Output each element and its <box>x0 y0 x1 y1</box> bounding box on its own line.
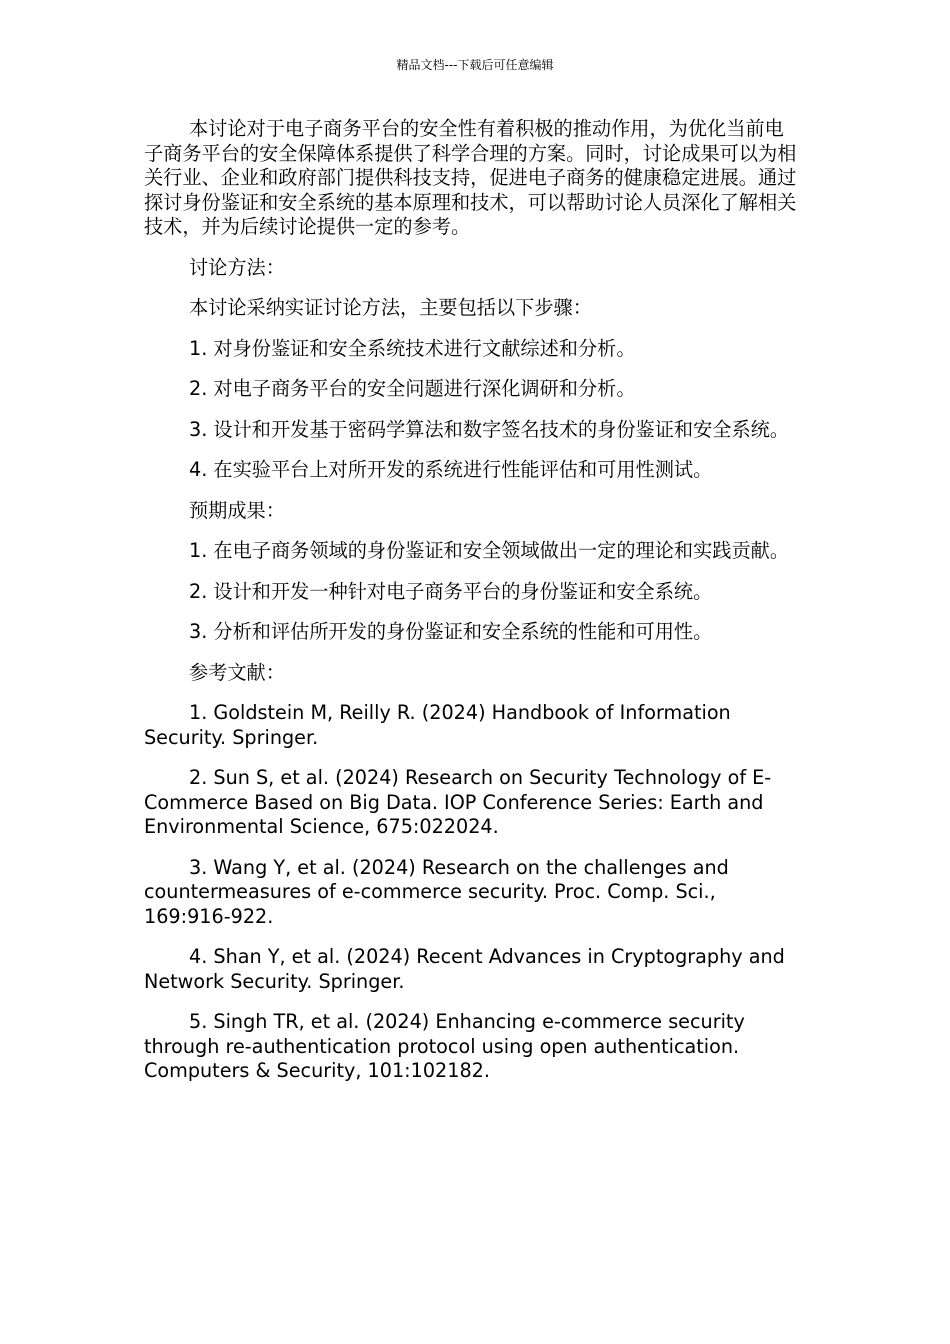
page-header: 精品文档---下载后可任意编辑 <box>396 58 554 72</box>
reference-item: 4. Shan Y, et al. (2024) Recent Advances in Cryptography and Network Security. Springer. <box>144 945 785 993</box>
methods-intro: 本讨论采纳实证讨论方法，主要包括以下步骤： <box>189 296 592 319</box>
document-body <box>144 117 800 1100</box>
method-step: 2. 对电子商务平台的安全问题进行深化调研和分析。 <box>189 377 636 400</box>
reference-item: 3. Wang Y, et al. (2024) Research on the challenges and countermeasures of e-commerce security. Proc. Comp. Sci., 169:916-922. <box>144 855 729 928</box>
method-step: 3. 设计和开发基于密码学算法和数字签名技术的身份鉴证和安全系统。 <box>189 417 790 441</box>
intro-paragraph: 本讨论对于电子商务平台的安全性有着积极的推动作用，为优化当前电子商务平台的安全保障体系提供了科学合理的方案。同时，讨论成果可以为相关行业、企业和政府部门提供科技支持，促进电子商务的健康稳定进展。通过探讨身份鉴证和安全系统的基本原理和技术，可以帮助讨论人员深化了解相关技术，并为后续讨论提供一定的参考。 <box>144 117 797 238</box>
method-step: 4. 在实验平台上对所开发的系统进行性能评估和可用性测试。 <box>189 458 713 481</box>
references-heading: 参考文献： <box>189 660 285 684</box>
reference-item: 5. Singh TR, et al. (2024) Enhancing e-commerce security through re-authentication protocol using open authentication. Computers & Security, 101:102182. <box>144 1010 745 1082</box>
outcomes-heading: 预期成果： <box>189 498 285 522</box>
reference-item: 2. Sun S, et al. (2024) Research on Security Technology of E-Commerce Based on Big Data. IOP Conference Series: Earth and Environmental Science, 675:022024. <box>144 766 772 838</box>
reference-item: 1. Goldstein M, Reilly R. (2024) Handbook of Information Security. Springer. <box>144 701 731 749</box>
outcome-item: 1. 在电子商务领域的身份鉴证和安全领域做出一定的理论和实践贡献。 <box>189 539 790 562</box>
outcome-item: 3. 分析和评估所开发的身份鉴证和安全系统的性能和可用性。 <box>189 620 713 643</box>
methods-heading: 讨论方法： <box>189 255 285 279</box>
outcome-item: 2. 设计和开发一种针对电子商务平台的身份鉴证和安全系统。 <box>189 579 713 603</box>
method-step: 1. 对身份鉴证和安全系统技术进行文献综述和分析。 <box>189 336 636 360</box>
